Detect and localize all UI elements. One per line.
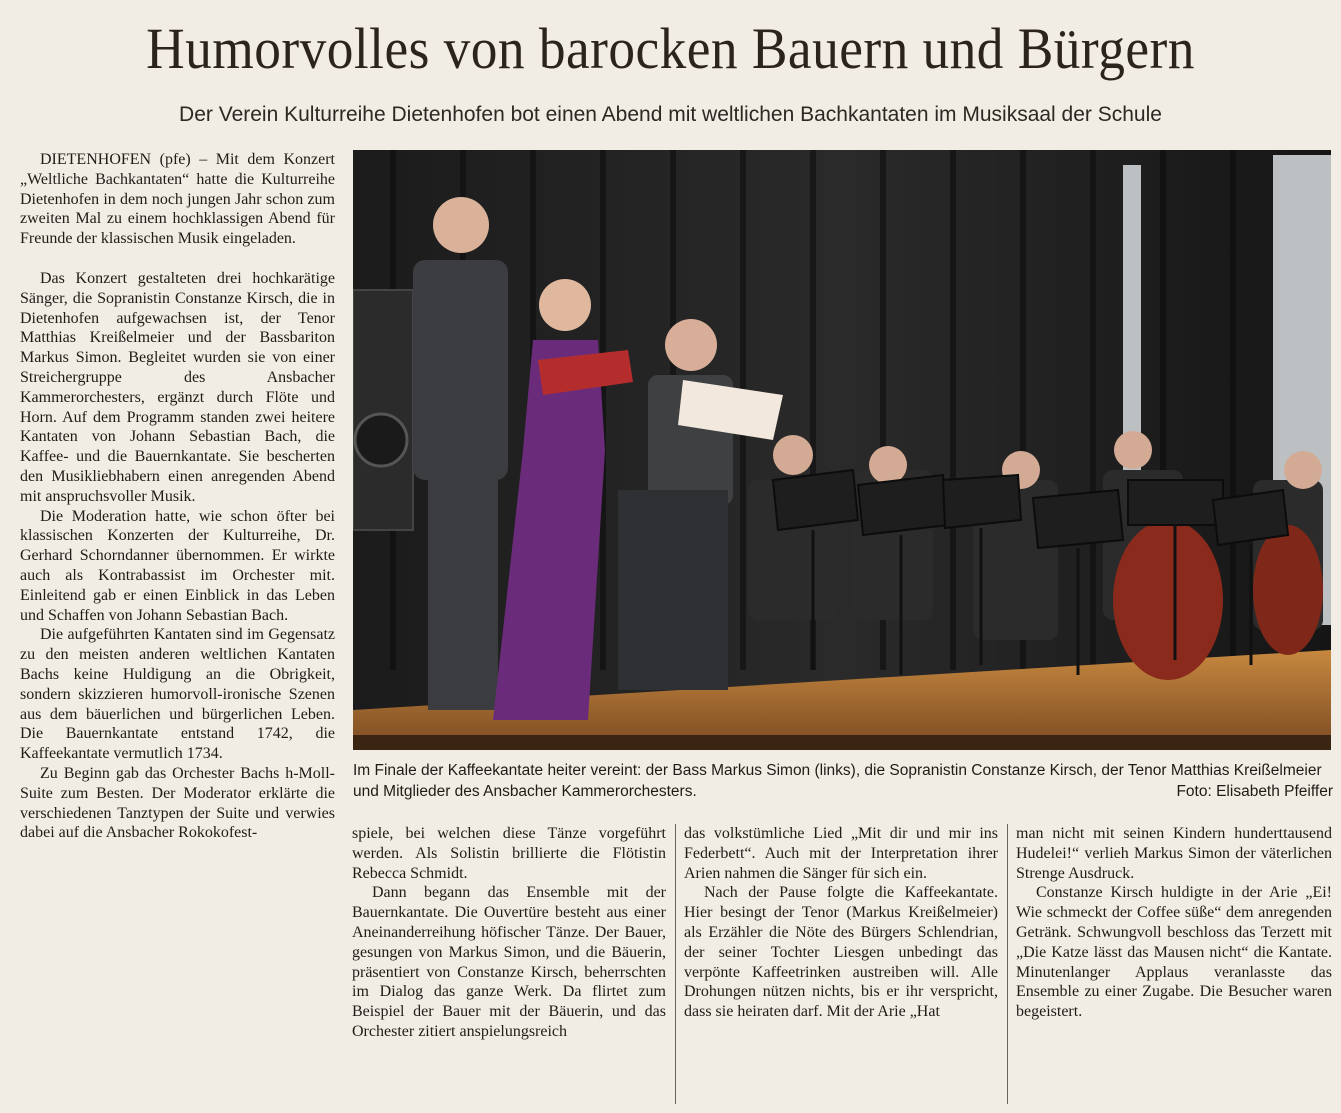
paragraph: Zu Beginn gab das Orchester Bachs h-Moll-Suite zum Besten. Der Moderator erklärte die verschiedenen Tanztypen der Suite und verwies dabei auf die Ansbacher Rokokofest-: [20, 764, 335, 842]
subheadline: Der Verein Kulturreihe Dietenhofen bot einen Abend mit weltlichen Bachkantaten im Musiksaal der Schule: [179, 103, 1162, 126]
paragraph: Das Konzert gestalteten drei hochkarätige Sänger, die Sopranistin Constanze Kirsch, die in Dietenhofen aufgewachsen ist, der Tenor Matthias Kreißelmeier und der Bassbariton Markus Simon. Begleitet wurden sie von einer Streichergruppe des Ansbacher Kammerorchesters, ergänzt durch Flöte und Horn. Auf dem Programm standen zwei heitere Kantaten von Johann Sebastian Bach, die Kaffee- und die Bauernkantate. Sie bescherten den Musikliebhabern einen anregenden Abend mit anspruchsvoller Musik.: [20, 269, 335, 505]
article-column-3: [684, 824, 998, 1022]
article-column-4: [1016, 824, 1332, 1022]
photo-caption: [353, 760, 1333, 802]
caption-text: Im Finale der Kaffeekantate heiter vereint: der Bass Markus Simon (links), die Sopranistin Constanze Kirsch, der Tenor Matthias Kreißelmeier und Mitglieder des Ansbacher Kammerorchesters.: [353, 762, 1322, 800]
paragraph: Die Moderation hatte, wie schon öfter bei klassischen Konzerten der Kulturreihe, Dr. Gerhard Schorndanner übernommen. Er wirkte auch als Kontrabassist im Orchester mit. Einleitend gab er einen Einblick in das Leben und Schaffen von Johann Sebastian Bach.: [20, 507, 335, 624]
column-rule: [675, 824, 676, 1104]
paragraph: DIETENHOFEN (pfe) – Mit dem Konzert „Weltliche Bachkantaten“ hatte die Kulturreihe Dietenhofen in dem noch jungen Jahr schon zum zweiten Mal zu einem hochklassigen Abend für Freunde der klassischen Musik eingeladen.: [20, 151, 335, 248]
paragraph: das volkstümliche Lied „Mit dir und mir ins Federbett“. Auch mit der Interpretation ihrer Arien nahmen die Sänger für sich ein.: [684, 825, 998, 882]
paragraph: Dann begann das Ensemble mit der Bauernkantate. Die Ouvertüre besteht aus einer Aneinanderreihung höfischer Tänze. Der Bauer, gesungen von Markus Simon, und die Bäuerin, präsentiert von Constanze Kirsch, beherrschten im Dialog das ganze Werk. Da flirtet zum Beispiel der Bauer mit der Bäuerin, und das Orchester zitiert anspielungsreich: [352, 884, 666, 1040]
stage-illustration: [353, 150, 1331, 750]
article-column-1: [20, 150, 335, 843]
paragraph: Nach der Pause folgte die Kaffeekantate. Hier besingt der Tenor (Markus Kreißelmeier) als Erzähler die Nöte des Bürgers Schlendrian, der seiner Tochter Liesgen unbedingt das verpönte Kaffeetrinken austreiben will. Alle Drohungen nützen nichts, bis er ihr verspricht, dass sie heiraten darf. Mit der Arie „Hat: [684, 884, 998, 1021]
paragraph: Constanze Kirsch huldigte in der Arie „Ei! Wie schmeckt der Coffee süße“ dem anregenden Getränk. Schwungvoll beschloss das Terzett mit „Die Katze lässt das Mausen nicht“ die Kantate. Minutenlanger Applaus veranlasste das Ensemble zu einer Zugabe. Die Besucher waren begeistert.: [1016, 884, 1332, 1021]
concert-photo: [353, 150, 1331, 750]
paragraph: man nicht mit seinen Kindern hunderttausend Hudelei!“ verlieh Markus Simon der väterlichen Strenge Ausdruck.: [1016, 825, 1332, 882]
paragraph: Die aufgeführten Kantaten sind im Gegensatz zu den meisten anderen weltlichen Kantaten Bachs keine Huldigung an die Obrigkeit, sondern skizzieren humorvoll-ironische Szenen aus dem bäuerlichen und bürgerlichen Leben. Die Bauernkantate entstand 1742, die Kaffeekantate vermutlich 1734.: [20, 626, 335, 763]
article-column-2: [352, 824, 666, 1042]
photo-credit: Foto: Elisabeth Pfeiffer: [1176, 783, 1333, 800]
headline: Humorvolles von barocken Bauern und Bürgern: [146, 16, 1195, 81]
column-rule: [1007, 824, 1008, 1104]
paragraph: spiele, bei welchen diese Tänze vorgeführt werden. Als Solistin brillierte die Flötistin Rebecca Schmidt.: [352, 825, 666, 882]
